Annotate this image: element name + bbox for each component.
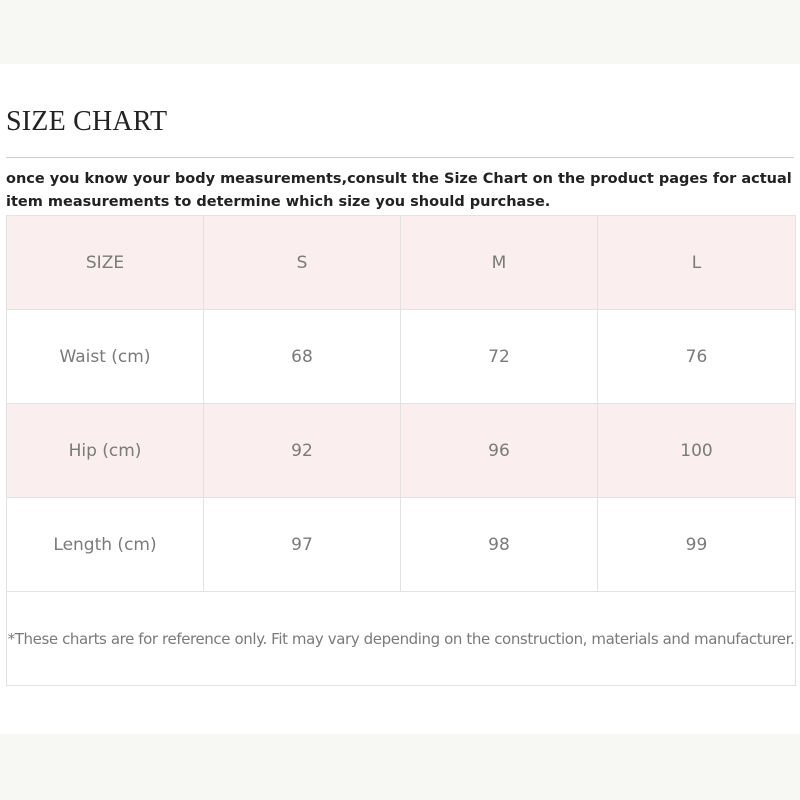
header-cell-s: S <box>204 216 401 310</box>
table-cell: 97 <box>204 498 401 592</box>
row-label-length: Length (cm) <box>7 498 204 592</box>
table-row-length <box>7 498 796 592</box>
size-chart-table <box>6 215 796 686</box>
row-label-hip: Hip (cm) <box>7 404 204 498</box>
bottom-margin-band <box>0 734 800 800</box>
reference-note: *These charts are for reference only. Fit may vary depending on the construction, materials and manufacturer. <box>7 592 796 686</box>
table-cell: 76 <box>598 310 796 404</box>
table-row-waist <box>7 310 796 404</box>
table-cell: 68 <box>204 310 401 404</box>
table-cell: 72 <box>401 310 598 404</box>
table-row-hip <box>7 404 796 498</box>
page-title: SIZE CHART <box>6 106 168 137</box>
header-cell-size: SIZE <box>7 216 204 310</box>
table-cell: 98 <box>401 498 598 592</box>
table-cell: 100 <box>598 404 796 498</box>
top-margin-band <box>0 0 800 64</box>
intro-text: once you know your body measurements,consult the Size Chart on the product pages for actual item measurements to determine which size you should purchase. <box>6 171 792 210</box>
table-note-row <box>7 592 796 686</box>
table-cell: 99 <box>598 498 796 592</box>
header-cell-l: L <box>598 216 796 310</box>
table-header-row <box>7 216 796 310</box>
header-cell-m: M <box>401 216 598 310</box>
title-divider <box>6 157 794 158</box>
table-cell: 96 <box>401 404 598 498</box>
table-cell: 92 <box>204 404 401 498</box>
row-label-waist: Waist (cm) <box>7 310 204 404</box>
